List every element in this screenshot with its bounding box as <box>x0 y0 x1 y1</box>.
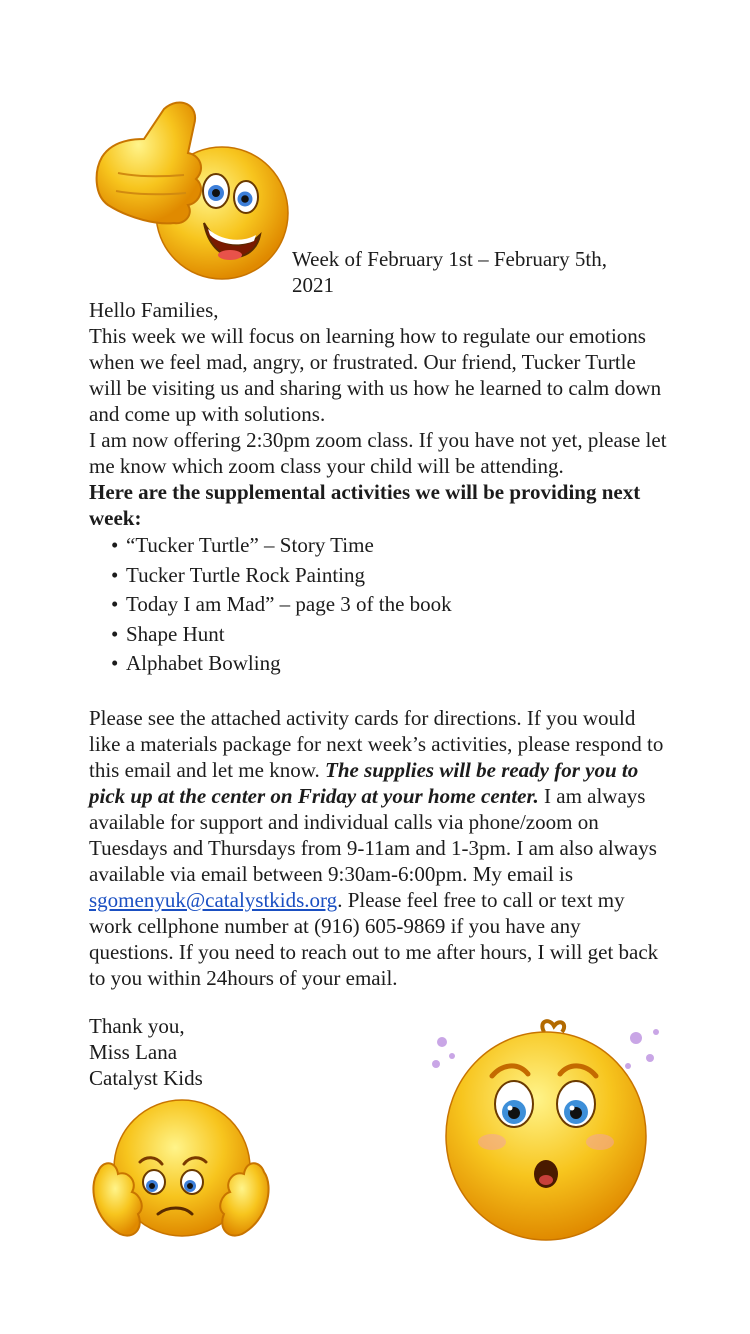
list-item: • Alphabet Bowling <box>111 649 669 679</box>
signoff-thanks: Thank you, <box>89 1014 185 1038</box>
closing-text-1: Please see the attached activity cards for directions. If you would like a materials package for next week’s activities, please respond to this email and let me know. <box>89 705 664 782</box>
signoff-name: Miss Lana <box>89 1040 178 1064</box>
activities-list <box>89 531 669 679</box>
list-item: • “Tucker Turtle” – Story Time <box>111 531 669 561</box>
closing-text-2: I am always available for support and individual calls via phone/zoom on Tuesdays and Thursdays from 9-11am and 1-3pm. I am also always available via email between 9:30am-6:00pm. My email is <box>89 783 657 886</box>
zoom-note: I am now offering 2:30pm zoom class. If you have not yet, please let me know which zoom class your child will be attending. <box>89 428 667 478</box>
worried-emoji-icon <box>88 1090 274 1240</box>
list-item: • Shape Hunt <box>111 620 669 650</box>
greeting: Hello Families, <box>89 298 219 322</box>
week-heading: Week of February 1st – February 5th, 2021 <box>292 247 607 297</box>
signoff-org: Catalyst Kids <box>89 1066 203 1090</box>
closing-paragraph <box>89 705 669 991</box>
intro-paragraph: This week we will focus on learning how to regulate our emotions when we feel mad, angry, or frustrated. Our friend, Tucker Turtle will be visiting us and sharing with us how he learned to calm down and come up with solutions. <box>89 324 662 426</box>
activities-heading: Here are the supplemental activities we will be providing next week: <box>89 480 641 530</box>
signoff <box>89 1013 389 1091</box>
thumbs-up-emoji-icon <box>88 95 290 285</box>
list-item: • Tucker Turtle Rock Painting <box>111 561 669 591</box>
list-item: • Today I am Mad” – page 3 of the book <box>111 590 669 620</box>
letter-body <box>89 297 669 991</box>
email-link[interactable]: sgomenyuk@catalystkids.org <box>89 887 338 912</box>
supplies-note: The supplies will be ready for you to pick up at the center on Friday at your home center. <box>89 757 639 808</box>
surprised-emoji-icon <box>428 1018 664 1242</box>
closing-text-3: . Please feel free to call or text my work cellphone number at (916) 605-9869 if you have any questions. If you need to reach out to me after hours, I will get back to you within 24hours of your email. <box>89 887 659 990</box>
